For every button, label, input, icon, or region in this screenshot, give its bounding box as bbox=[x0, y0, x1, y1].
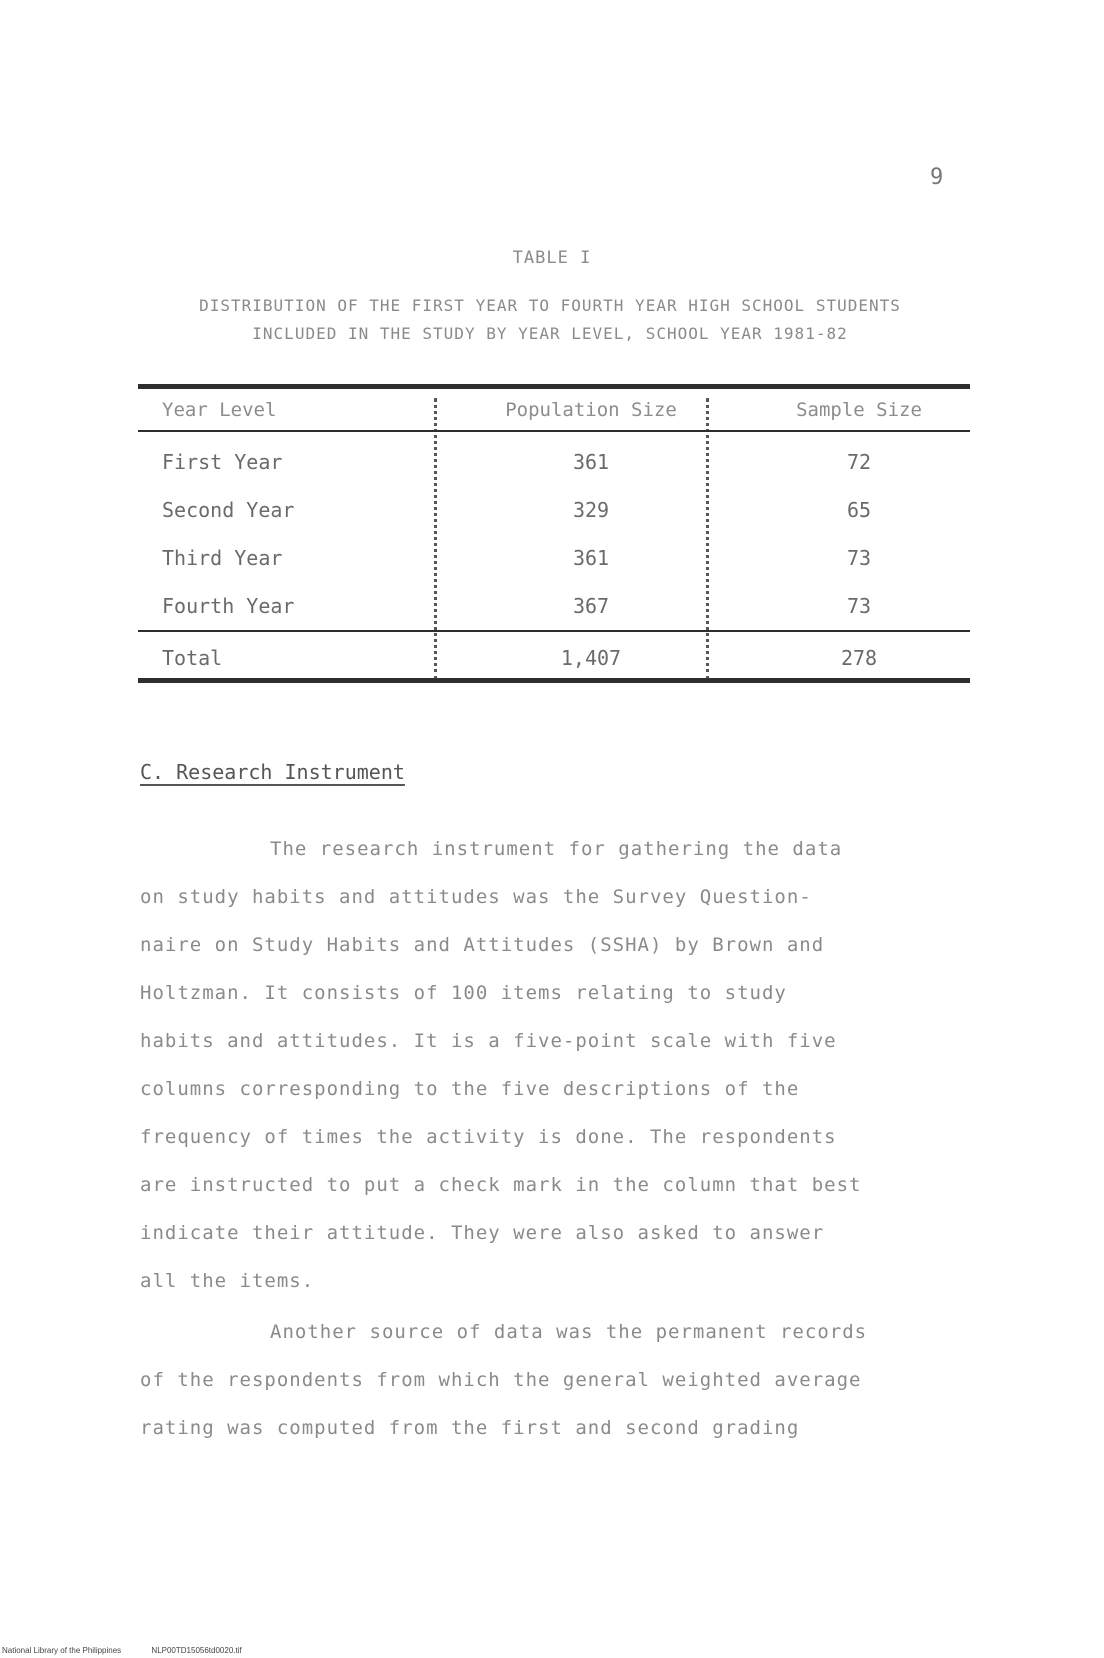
table-total-row bbox=[138, 636, 970, 680]
total-population: 1,407 bbox=[560, 646, 622, 670]
table-row bbox=[138, 488, 970, 532]
text-line: all the items. bbox=[140, 1270, 315, 1292]
text-line: Holtzman. It consists of 100 items relating to study bbox=[140, 982, 787, 1004]
year-level-cell: Third Year bbox=[162, 546, 283, 570]
population-cell: 361 bbox=[572, 450, 610, 474]
text-line: indicate their attitude. They were also asked to answer bbox=[140, 1222, 825, 1244]
sample-cell: 73 bbox=[846, 594, 872, 618]
total-sample: 278 bbox=[840, 646, 878, 670]
text-line: rating was computed from the first and second grading bbox=[140, 1417, 800, 1439]
text-line: are instructed to put a check mark in the column that best bbox=[140, 1174, 862, 1196]
population-cell: 361 bbox=[572, 546, 610, 570]
table-caption bbox=[130, 292, 970, 348]
table-row bbox=[138, 536, 970, 580]
page-number: 9 bbox=[930, 165, 944, 190]
section-heading: C. Research Instrument bbox=[140, 760, 405, 784]
header-rule bbox=[138, 430, 970, 432]
table-title: TABLE I bbox=[512, 248, 592, 268]
population-cell: 329 bbox=[572, 498, 610, 522]
table-caption-line: DISTRIBUTION OF THE FIRST YEAR TO FOURTH YEAR HIGH SCHOOL STUDENTS bbox=[199, 296, 901, 315]
text-line: naire on Study Habits and Attitudes (SSHA) by Brown and bbox=[140, 934, 825, 956]
year-level-cell: First Year bbox=[162, 450, 283, 474]
total-label: Total bbox=[162, 646, 223, 670]
footer-filename: NLP00TD15056td0020.tif bbox=[151, 1646, 242, 1655]
text-line: The research instrument for gathering the data bbox=[270, 838, 843, 860]
paragraph bbox=[140, 1308, 980, 1452]
footer-library: National Library of the Philippines bbox=[2, 1646, 122, 1655]
text-line: of the respondents from which the general weighted average bbox=[140, 1369, 862, 1391]
text-line: habits and attitudes. It is a five-point scale with five bbox=[140, 1030, 837, 1052]
table-bottom-rule bbox=[138, 678, 970, 683]
table-header-row bbox=[138, 388, 970, 432]
year-level-cell: Second Year bbox=[162, 498, 295, 522]
header-year-level: Year Level bbox=[162, 399, 277, 421]
table-row bbox=[138, 584, 970, 628]
paragraph bbox=[140, 825, 980, 1305]
text-line: on study habits and attitudes was the Survey Question- bbox=[140, 886, 812, 908]
footer bbox=[2, 1646, 242, 1655]
text-line: Another source of data was the permanent records bbox=[270, 1321, 868, 1343]
sample-cell: 65 bbox=[846, 498, 872, 522]
table-row bbox=[138, 440, 970, 484]
year-level-cell: Fourth Year bbox=[162, 594, 295, 618]
text-line: frequency of times the activity is done. The respondents bbox=[140, 1126, 837, 1148]
sample-cell: 72 bbox=[846, 450, 872, 474]
population-cell: 367 bbox=[572, 594, 610, 618]
header-population-size: Population Size bbox=[505, 399, 677, 421]
text-line: columns corresponding to the five descriptions of the bbox=[140, 1078, 800, 1100]
total-rule bbox=[138, 630, 970, 632]
sample-cell: 73 bbox=[846, 546, 872, 570]
header-sample-size: Sample Size bbox=[796, 399, 922, 421]
table-caption-line: INCLUDED IN THE STUDY BY YEAR LEVEL, SCHOOL YEAR 1981-82 bbox=[252, 324, 848, 343]
data-table bbox=[138, 388, 970, 680]
